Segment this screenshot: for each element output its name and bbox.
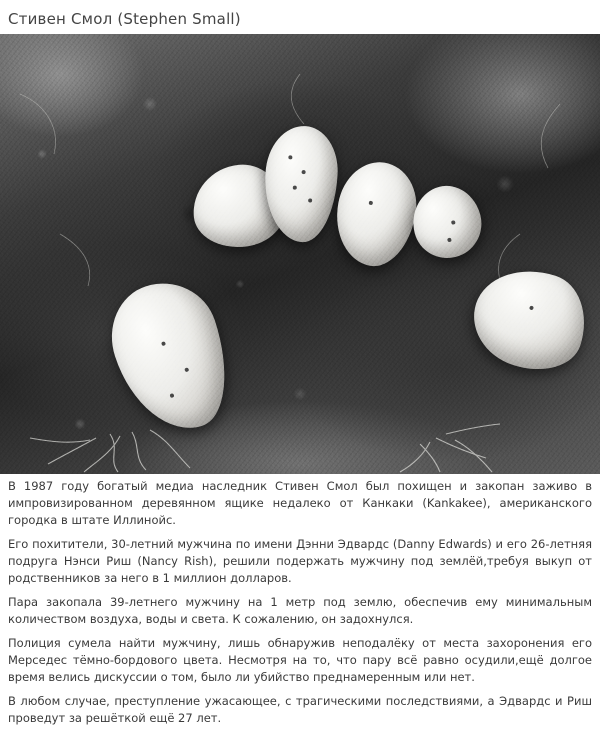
page-title: Стивен Смол (Stephen Small) bbox=[8, 10, 241, 28]
paragraph-3: Пара закопала 39-летнего мужчину на 1 метр под землю, обеспечив ему минимальным количеством воздуха, воды и света. К сожалению, он задохнулся. bbox=[8, 595, 592, 626]
article-photo bbox=[0, 34, 600, 474]
paragraph-2: Его похитители, 30-летний мужчина по имени Дэнни Эдвардс (Danny Edwards) и его 26-летняя подруга Нэнси Риш (Nancy Rish), решили подержать мужчину под землёй,требуя выкуп от родственников за него в 1 миллион долларов. bbox=[8, 537, 592, 585]
article-body bbox=[0, 474, 600, 727]
paragraph-5: В любом случае, преступление ужасающее, с трагическими последствиями, а Эдвардс и Риш проведут за решёткой ещё 27 лет. bbox=[8, 694, 592, 725]
paragraph-4: Полиция сумела найти мужчину, лишь обнаружив неподалёку от места захоронения его Мерседес тёмно-бордового цвета. Несмотря на то, что пару всё равно осудили,ещё долгое время велись дискуссии о том, было ли убийство преднамеренным или нет. bbox=[8, 636, 592, 684]
photo-grain bbox=[0, 34, 600, 474]
paragraph-1: В 1987 году богатый медиа наследник Стивен Смол был похищен и закопан заживо в импровизированном деревянном ящике недалеко от Канкаки (Kankakee), американского городка в штате Иллинойс. bbox=[8, 479, 592, 527]
